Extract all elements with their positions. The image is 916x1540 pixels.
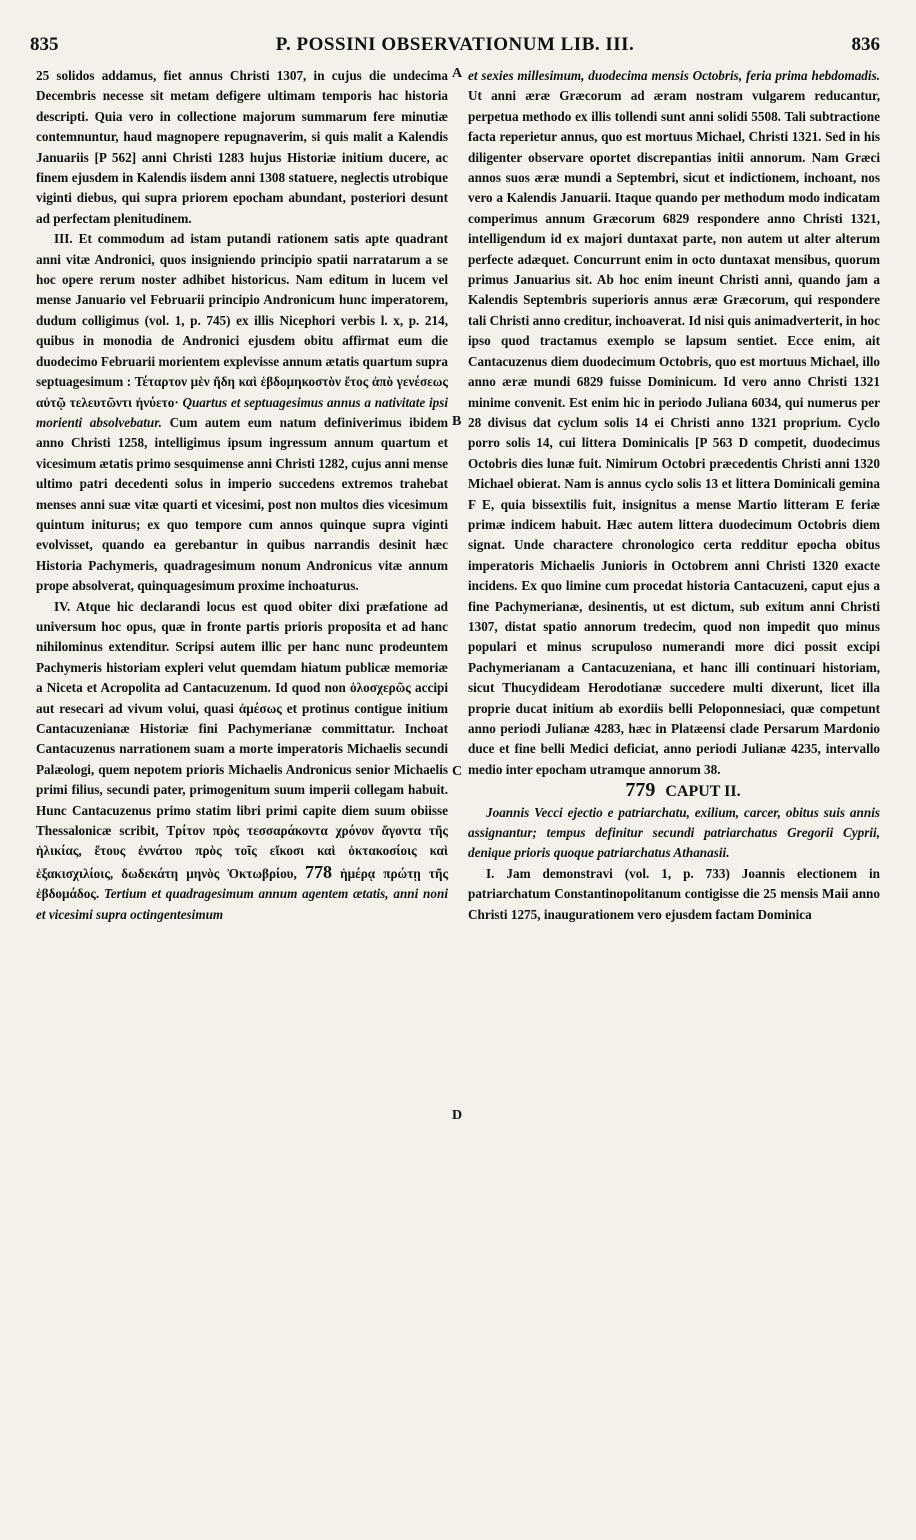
text-run: III. Et commodum ad istam putandi rationem satis apte quadrant anni vitæ Andronici, quos insigniendo principio spatii narratarum a se hoc opere rerum noster adhibet historicus. Nam editum in lucem vel mense Januario vel Februarii principio Andronicum hunc imperatorem, dudum colligimus (vol. 1, p. 745) ex illis Nicephori verbis l. x, p. 214, quibus in monodia de Andronici ejusdem obitu affirmat eum die duodecimo Februarii morientem explevisse annum ætatis quartum supra septuagesimum : Τέταρτον μὲν ἤδη καὶ ἑβδομηκοστὸν ἔτος ἀπὸ γενέσεως αὐτῷ τελευτῶντι ἠνύετο· — [36, 231, 448, 410]
paragraph: 25 solidos addamus, fiet annus Christi 1307, in cujus die undecima Decembris necesse sit metam defigere ultimam temporis hac historia descripti. Quia vero in collectione majorum summarum fere minutiæ contemnuntur, haud magnopere repugnaverim, si quis malit a Kalendis Januariis [P 562] anni Christi 1283 hujus Historiæ initium ducere, ac finem ejusdem in Kalendis iisdem anni 1308 statuere, neglectis utrobique viginti diebus, qui supra priorem epocham abundant, posteriori desunt ad perfectam plenitudinem. — [36, 68, 448, 226]
paragraph-section-iv — [36, 597, 448, 926]
page-marker: 779 — [625, 779, 656, 802]
text-run: Cum autem eum natum definiverimus ibidem anno Christi 1258, intelligimus ipsum ingressum annum quartum et vicesimum ætatis primo sesquimense anni Christi 1282, cujus anni mense ultimo patri decedenti solus in imperio succedens extremos trahebat menses anni suæ vitæ quarti et vicesimi, post non multos dies vicesimum quintum initurus; ex quo tempore cum annos quinque supra viginti evolvisset, quando ea gerebantur in quibus narrandis desinit hæc Historia Pachymeris, quadragesimum nonum Andronicus vitæ annum prope absolverat, quinquagesimum proxime inchoaturus. — [36, 414, 449, 594]
page-number-left: 835 — [30, 34, 59, 55]
right-column — [468, 66, 880, 925]
margin-letter-b: B — [452, 414, 462, 429]
margin-letter-a: A — [452, 66, 463, 81]
chapter-summary: Joannis Vecci ejectio e patriarchatu, exilium, carcer, obitus suis annis assignantur; tempus definitur secundi patriarchatus Gregorii Cyprii, denique prioris quoque patriarchatus Athanasii. — [468, 804, 880, 861]
paragraph-section-iii — [36, 229, 448, 596]
paragraph: I. Jam demonstravi (vol. 1, p. 733) Joannis electionem in patriarchatum Constantinopolitanum contigisse die 25 mensis Maii anno Christi 1275, inaugurationem vero ejusdem factam Dominica — [468, 865, 880, 922]
running-header — [30, 34, 880, 64]
chapter-heading — [468, 780, 880, 802]
text-run: Ut anni æræ Græcorum ad æram nostram vulgarem reducantur, perpetua methodo ex illis tollendi sunt anni solidi 5508. Tali subtractione facta reperietur annus, quo est mortuus Michael, Christi 1321. Sed in his diligenter observare oportet discrepantias initii annorum. Nam Græci annos suos æræ mundi a Septembri, sicut et indictionem, inchoant, nos vero a Kalendis Januarii. Itaque quando per methodum modo indicatam comperimus annum Græcorum 6829 respondere anno Christi 1321, intelligendum id ex majori duntaxat parte, non autem ut alter alterum perfecte adæquet. Concurrunt enim in octo duntaxat mensibus, quorum primus Januarius sit. Ab hoc enim ineunt Christi anni, quando jam a Kalendis Septembris superioris annus æræ Græcorum, qui respondere tali Christi anno creditur, inchoaverat. Id nisi quis animadverterit, in hoc ipso quod tractamus exemplo se lapsum sentiet. Ecce enim, ait Cantacuzenus diem duodecimum Octobris, quo est mortuus Michael, illo anno æræ mundi 6829 fuisse Dominicum. Id vero anno Christi 1321 minime convenit. Est enim hic in periodo Juliana 6034, qui numerus per 28 divisus dat cyclum solis 14 ei Christi anno 1321 proprium. Cyclo porro solis 14, cui littera Dominicalis [P 563 D competit, duodecimus Octobris dies lunæ fuit. Nimirum Octobri præcedentis Christi anni 1320 Michael obierat. Nam is annus cyclo solis 13 et littera Dominicali gemina F E, quia bissextilis fuit, insignitus a mense Martio litteram E feriæ primæ indicem habuit. Hæc autem littera duodecimum Octobris diem signat. Unde charactere chronologico certa redditur epocha obitus imperatoris Michaelis Junioris in Octobrem anni Christi 1320 exacte incidens. Ex quo limine cum procedat historia Cantacuzeni, caput ejus a fine Pachymerianæ, desinentis, ut est dictum, sub exitum anni Christi 1307, distat spatio annorum tredecim, quod non impedit quo minus populari et minus scrupuloso numerandi more dici possit excipi Pachymerianam a Cantacuzeniana, et hanc illi continuari historiam, sicut Thucydideam Herodotianæ succedere multi dixerunt, licet illa proprie ducat initium ab exordiis belli Peloponnesiaci, quæ competunt anno periodi Julianæ 4283, hæc in Platæensi clade Persarum Mardonio duce et fine belli Medici deficiat, anno periodi Julianæ 4235, intervallo medio inter epocham utramque annorum 38. — [468, 88, 880, 777]
margin-letter-d: D — [452, 1108, 463, 1123]
running-title: P. POSSINI OBSERVATIONUM LIB. III. — [275, 34, 635, 55]
italic-translation: et sexies millesimum, duodecima mensis Octobris, feria prima hebdomadis. — [468, 68, 880, 83]
page-marker: 778 — [304, 861, 332, 882]
chapter-title: CAPUT II. — [665, 783, 741, 801]
paragraph — [468, 66, 880, 780]
text-run: IV. Atque hic declarandi locus est quod obiter dixi præfatione ad universum hoc opus, quæ in fronte partis prioris proposita et ad hanc nihilominus extenditur. Scripsi autem illic per hanc nunc prodeuntem Pachymeris historiam expleri velut quemdam hiatum publicæ memoriæ a Niceta et Acropolita ad Cantacuzenum. Id quod non ὁλοσχερῶς accipi aut resecari ad vivum volui, quasi ἀμέσως et protinus contigue initium Cantacuzenianæ Historiæ fini Pachymerianæ committatur. Inchoat Cantacuzenus narrationem suam a morte imperatoris Michaelis secundi Palæologi, quem nepotem prioris Michaelis Andronicus senior Michaelis primi filius, secundi pater, primogenitum suum imperii collegam habuit. Hunc Cantacuzenus primo statim libri primi capite diem suum obiisse Thessalonicæ scribit, Τρίτον πρὸς τεσσαράκοντα χρόνον ἄγοντα τῆς ἡλικίας, ἔτους ἐννάτου πρὸς τοῖς εἴκοσι καὶ ὀκτακοσίοις καὶ ἑξακισχιλίοις, δωδεκάτη μηνὸς Ὀκτωβρίου, — [36, 598, 448, 881]
italic-translation: Tertium et quadragesimum annum agentem ætatis, anni noni et vicesimi supra octingentesimum — [36, 886, 448, 922]
text-run: ἡμέρᾳ πρώτῃ τῆς ἑβδομάδος. — [36, 865, 449, 902]
margin-letter-c: C — [452, 764, 463, 779]
italic-translation: Quartus et septuagesimus annus a nativitate ipsi morienti absolvebatur. — [36, 394, 449, 430]
page-number-right: 836 — [851, 34, 880, 55]
left-column — [36, 66, 448, 925]
